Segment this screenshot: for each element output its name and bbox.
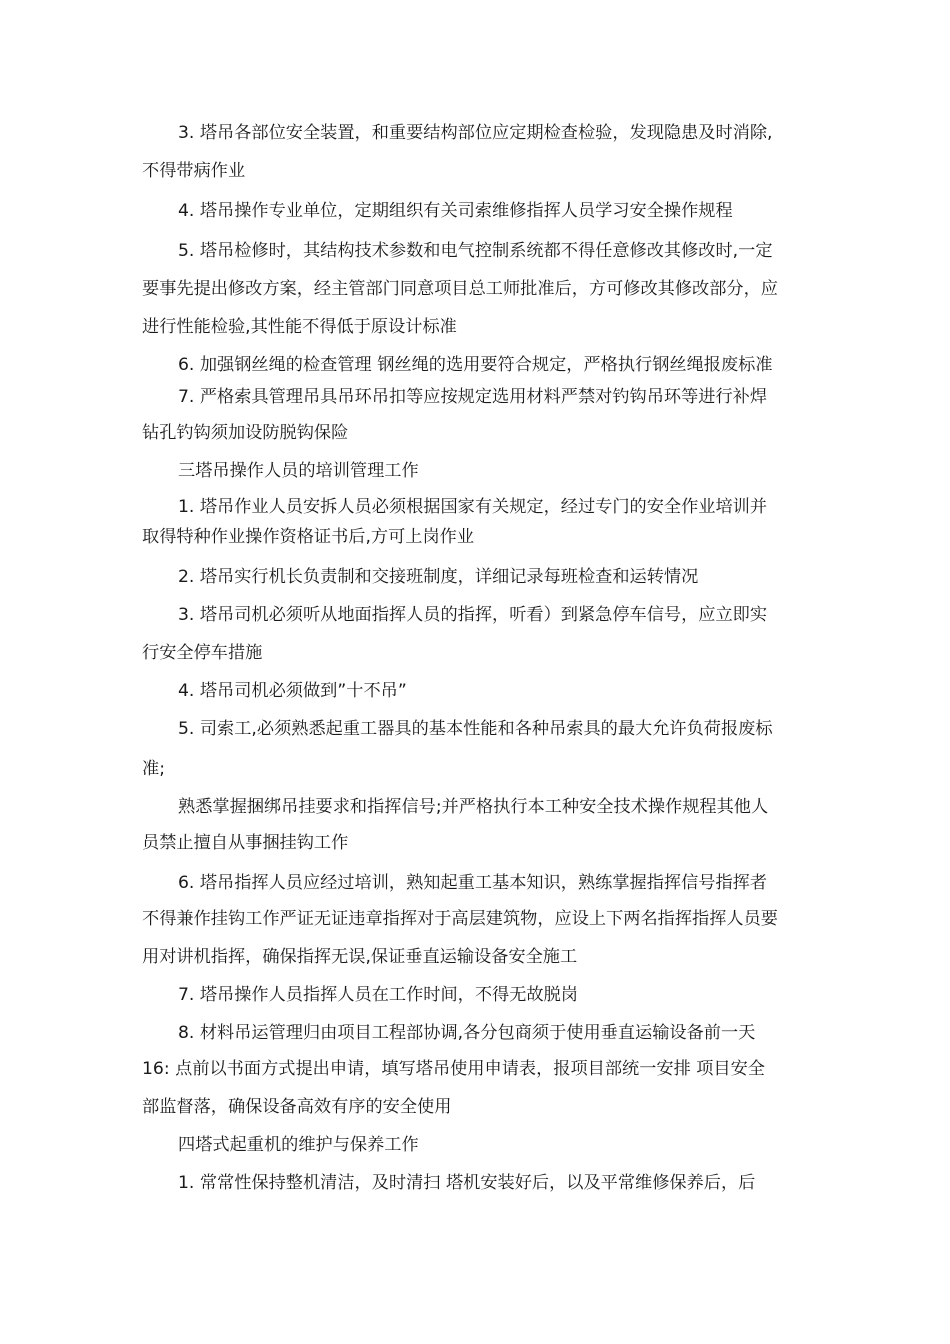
paragraph-line: 16: 点前以书面方式提出申请，填写塔吊使用申请表，报项目部统一安排 项目安全 xyxy=(142,1059,765,1079)
paragraph-line: 1. 常常性保持整机清洁，及时清扫 塔机安装好后，以及平常维修保养后，后 xyxy=(178,1173,756,1193)
paragraph-line: 7. 严格索具管理吊具吊环吊扣等应按规定选用材料严禁对钓钩吊环等进行补焊 xyxy=(178,387,768,407)
paragraph-line: 行安全停车措施 xyxy=(142,643,263,663)
paragraph-line: 用对讲机指挥，确保指挥无误,保证垂直运输设备安全施工 xyxy=(142,947,578,967)
section-heading: 三塔吊操作人员的培训管理工作 xyxy=(178,461,419,481)
paragraph-line: 取得特种作业操作资格证书后,方可上岗作业 xyxy=(142,527,475,547)
paragraph-line: 6. 加强钢丝绳的检查管理 钢丝绳的选用要符合规定，严格执行钢丝绳报废标准 xyxy=(178,355,773,375)
paragraph-line: 1. 塔吊作业人员安拆人员必须根据国家有关规定，经过专门的安全作业培训并 xyxy=(178,497,768,517)
paragraph-line: 4. 塔吊操作专业单位，定期组织有关司索维修指挥人员学习安全操作规程 xyxy=(178,201,733,221)
paragraph-line: 7. 塔吊操作人员指挥人员在工作时间，不得无故脱岗 xyxy=(178,985,578,1005)
paragraph-line: 5. 塔吊检修时，其结构技术参数和电气控制系统都不得任意修改其修改时,一定 xyxy=(178,241,773,261)
paragraph-line: 不得带病作业 xyxy=(142,161,246,181)
paragraph-line: 部监督落，确保设备高效有序的安全使用 xyxy=(142,1097,452,1117)
paragraph-line: 不得兼作挂钩工作严证无证违章指挥对于高层建筑物，应设上下两名指挥指挥人员要 xyxy=(142,909,778,929)
paragraph-line: 员禁止擅自从事捆挂钩工作 xyxy=(142,833,349,853)
paragraph-line: 3. 塔吊司机必须听从地面指挥人员的指挥，听看）到紧急停车信号，应立即实 xyxy=(178,605,768,625)
paragraph-line: 钻孔钓钩须加设防脱钩保险 xyxy=(142,423,349,443)
paragraph-line: 要事先提出修改方案，经主管部门同意项目总工师批准后，方可修改其修改部分，应 xyxy=(142,279,778,299)
paragraph-line: 熟悉掌握捆绑吊挂要求和指挥信号;并严格执行本工种安全技术操作规程其他人 xyxy=(178,797,769,817)
paragraph-line: 8. 材料吊运管理归由项目工程部协调,各分包商须于使用垂直运输设备前一天 xyxy=(178,1023,756,1043)
paragraph-line: 4. 塔吊司机必须做到”十不吊” xyxy=(178,681,407,701)
section-heading: 四塔式起重机的维护与保养工作 xyxy=(178,1135,419,1155)
paragraph-line: 5. 司索工,必须熟悉起重工器具的基本性能和各种吊索具的最大允许负荷报废标 xyxy=(178,719,773,739)
paragraph-line: 3. 塔吊各部位安全装置，和重要结构部位应定期检查检验，发现隐患及时消除, xyxy=(178,123,773,143)
paragraph-line: 2. 塔吊实行机长负责制和交接班制度，详细记录每班检查和运转情况 xyxy=(178,567,699,587)
paragraph-line: 6. 塔吊指挥人员应经过培训，熟知起重工基本知识，熟练掌握指挥信号指挥者 xyxy=(178,873,768,893)
paragraph-line: 进行性能检验,其性能不得低于原设计标准 xyxy=(142,317,457,337)
paragraph-line: 准; xyxy=(142,759,165,779)
